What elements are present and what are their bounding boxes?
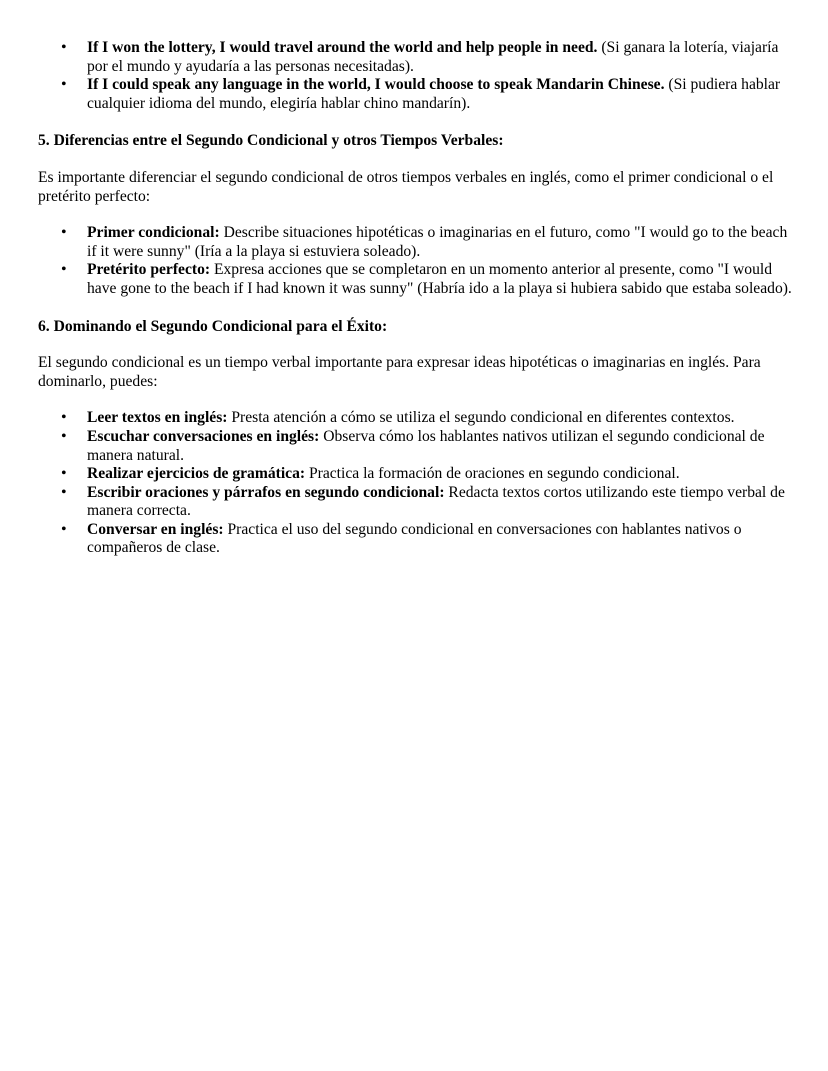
item-bold-label: Conversar en inglés:: [87, 520, 224, 538]
item-description: Redacta textos cortos utilizando este tiempo verbal de manera correcta.: [87, 483, 785, 520]
item-description: Describe situaciones hipotéticas o imaginarias en el futuro, como "I would go to the beach if it were sunny" (Iría a la playa si estuviera soleado).: [87, 224, 788, 260]
list-item: [87, 521, 794, 558]
item-description: Expresa acciones que se completaron en un momento anterior al presente, como "I would have gone to the beach if I had known it was sunny" (Habría ido a la playa si hubiera sabido que estaba soleado).: [87, 261, 792, 297]
document-page: [38, 39, 794, 558]
item-bold-label: Realizar ejercicios de gramática:: [87, 465, 306, 483]
section-5-list: [38, 224, 794, 298]
section-6-paragraph: El segundo condicional es un tiempo verbal importante para expresar ideas hipotéticas o imaginarias en inglés. Para dominarlo, puedes:: [38, 354, 761, 390]
item-bold-label: Primer condicional:: [87, 224, 220, 242]
section-5-paragraph: Es importante diferenciar el segundo condicional de otros tiempos verbales en inglés, como el primer condicional o el pretérito perfecto:: [38, 168, 774, 205]
list-item: [87, 428, 794, 465]
item-description: Observa cómo los hablantes nativos utilizan el segundo condicional de manera natural.: [87, 427, 765, 464]
intro-example-list: [38, 39, 794, 113]
list-item: [87, 224, 794, 261]
section-6-list: [38, 409, 794, 558]
example-translation: (Si pudiera hablar cualquier idioma del mundo, elegiría hablar chino mandarín).: [87, 76, 781, 112]
list-item: [87, 409, 794, 428]
item-description: Practica el uso del segundo condicional en conversaciones con hablantes nativos o compañeros de clase.: [87, 520, 742, 557]
example-translation: (Si ganara la lotería, viajaría por el mundo y ayudaría a las personas necesitadas).: [87, 39, 779, 75]
list-item: [87, 261, 794, 298]
section-5-heading: 5. Diferencias entre el Segundo Condicional y otros Tiempos Verbales:: [38, 132, 504, 150]
item-bold-label: Pretérito perfecto:: [87, 261, 211, 279]
item-bold-label: Leer textos en inglés:: [87, 409, 228, 427]
list-item: [87, 465, 794, 484]
example-bold-text: If I could speak any language in the world, I would choose to speak Mandarin Chinese.: [87, 76, 665, 94]
item-bold-label: Escuchar conversaciones en inglés:: [87, 427, 320, 445]
item-description: Presta atención a cómo se utiliza el segundo condicional en diferentes contextos.: [227, 409, 735, 427]
item-bold-label: Escribir oraciones y párrafos en segundo condicional:: [87, 483, 445, 501]
list-item: [87, 484, 794, 521]
example-bold-text: If I won the lottery, I would travel around the world and help people in need.: [87, 39, 598, 56]
list-item: [87, 76, 794, 113]
section-6-heading: 6. Dominando el Segundo Condicional para el Éxito:: [38, 317, 388, 335]
list-item: [87, 39, 794, 76]
item-description: Practica la formación de oraciones en segundo condicional.: [305, 465, 680, 483]
